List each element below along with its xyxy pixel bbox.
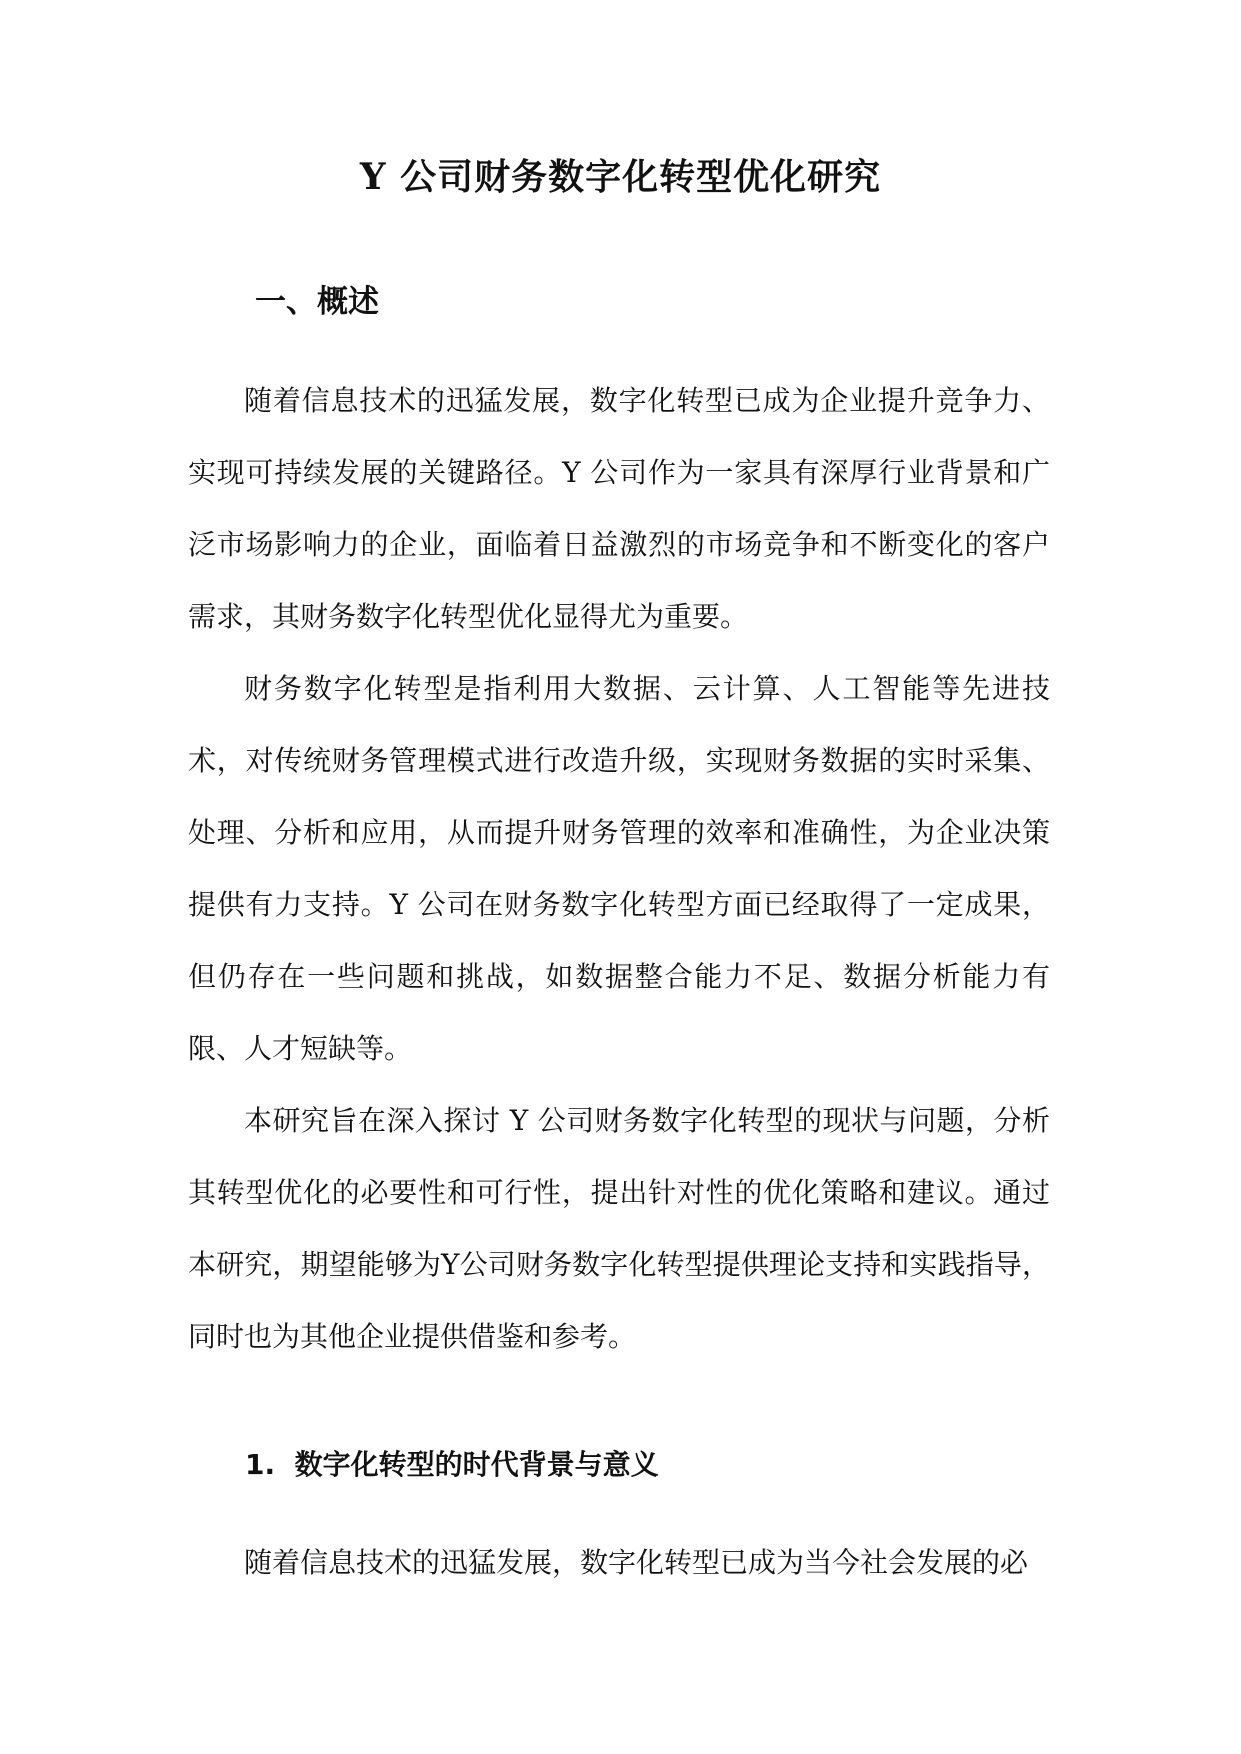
paragraph: 随着信息技术的迅猛发展，数字化转型已成为企业提升竞争力、实现可持续发展的关键路径。Y 公司作为一家具有深厚行业背景和广泛市场影响力的企业，面临着日益激烈的市场竞争和不断变化的客户需求，其财务数字化转型优化显得尤为重要。: [188, 384, 1050, 633]
paragraph: 财务数字化转型是指利用大数据、云计算、人工智能等先进技术，对传统财务管理模式进行改造升级，实现财务数据的实时采集、处理、分析和应用，从而提升财务管理的效率和准确性，为企业决策提供有力支持。Y 公司在财务数字化转型方面已经取得了一定成果，但仍存在一些问题和挑战，如数据整合能力不足、数据分析能力有限、人才短缺等。: [188, 672, 1050, 1065]
document-title: Y 公司财务数字化转型优化研究: [359, 156, 882, 198]
section-heading-overview: 一、概述: [255, 284, 379, 320]
sub-heading-digital-transformation: 1. 数字化转型的时代背景与意义: [245, 1448, 659, 1481]
paragraph: 随着信息技术的迅猛发展，数字化转型已成为当今社会发展的必: [244, 1546, 1029, 1579]
paragraph: 本研究旨在深入探讨 Y 公司财务数字化转型的现状与问题，分析其转型优化的必要性和可行性，提出针对性的优化策略和建议。通过本研究，期望能够为Y公司财务数字化转型提供理论支持和实践指导，同时也为其他企业提供借鉴和参考。: [188, 1104, 1050, 1353]
